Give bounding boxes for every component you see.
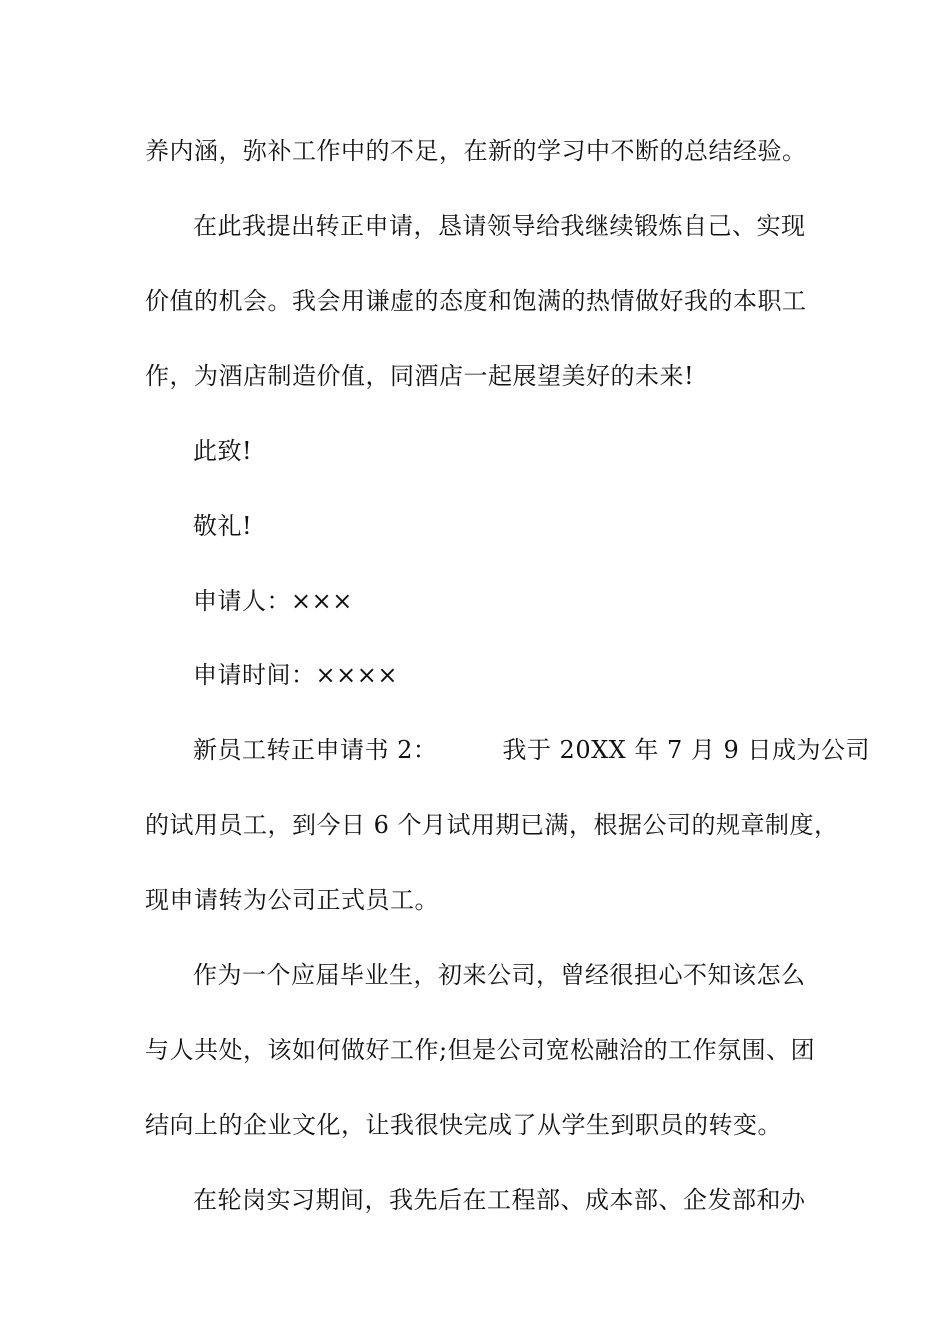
paragraph-line-14: 结向上的企业文化，让我很快完成了从学生到职员的转变。 <box>145 1111 782 1139</box>
paragraph-line-11: 现申请转为公司正式员工。 <box>145 886 439 914</box>
paragraph-line-13: 与人共处，该如何做好工作;但是公司宽松融洽的工作氛围、团 <box>145 1036 816 1064</box>
closing-salutation: 此致! <box>193 437 253 465</box>
paragraph-line-1: 养内涵，弥补工作中的不足，在新的学习中不断的总结经验。 <box>145 137 807 165</box>
paragraph-line-3: 价值的机会。我会用谦虚的态度和饱满的热情做好我的本职工 <box>145 287 807 315</box>
paragraph-line-15: 在轮岗实习期间，我先后在工程部、成本部、企发部和办 <box>193 1186 806 1214</box>
application-date-line: 申请时间：×××× <box>193 661 398 689</box>
paragraph-line-2: 在此我提出转正申请，恳请领导给我继续锻炼自己、实现 <box>193 212 806 240</box>
paragraph-line-12: 作为一个应届毕业生，初来公司，曾经很担心不知该怎么 <box>193 961 806 989</box>
section-heading-line: 新员工转正申请书 2： 我于 20XX 年 7 月 9 日成为公司 <box>193 736 870 764</box>
applicant-line: 申请人：××× <box>193 587 353 615</box>
paragraph-line-10: 的试用员工，到今日 6 个月试用期已满，根据公司的规章制度， <box>145 811 839 839</box>
closing-regards: 敬礼! <box>193 512 253 540</box>
paragraph-line-4: 作，为酒店制造价值，同酒店一起展望美好的未来! <box>145 362 695 390</box>
